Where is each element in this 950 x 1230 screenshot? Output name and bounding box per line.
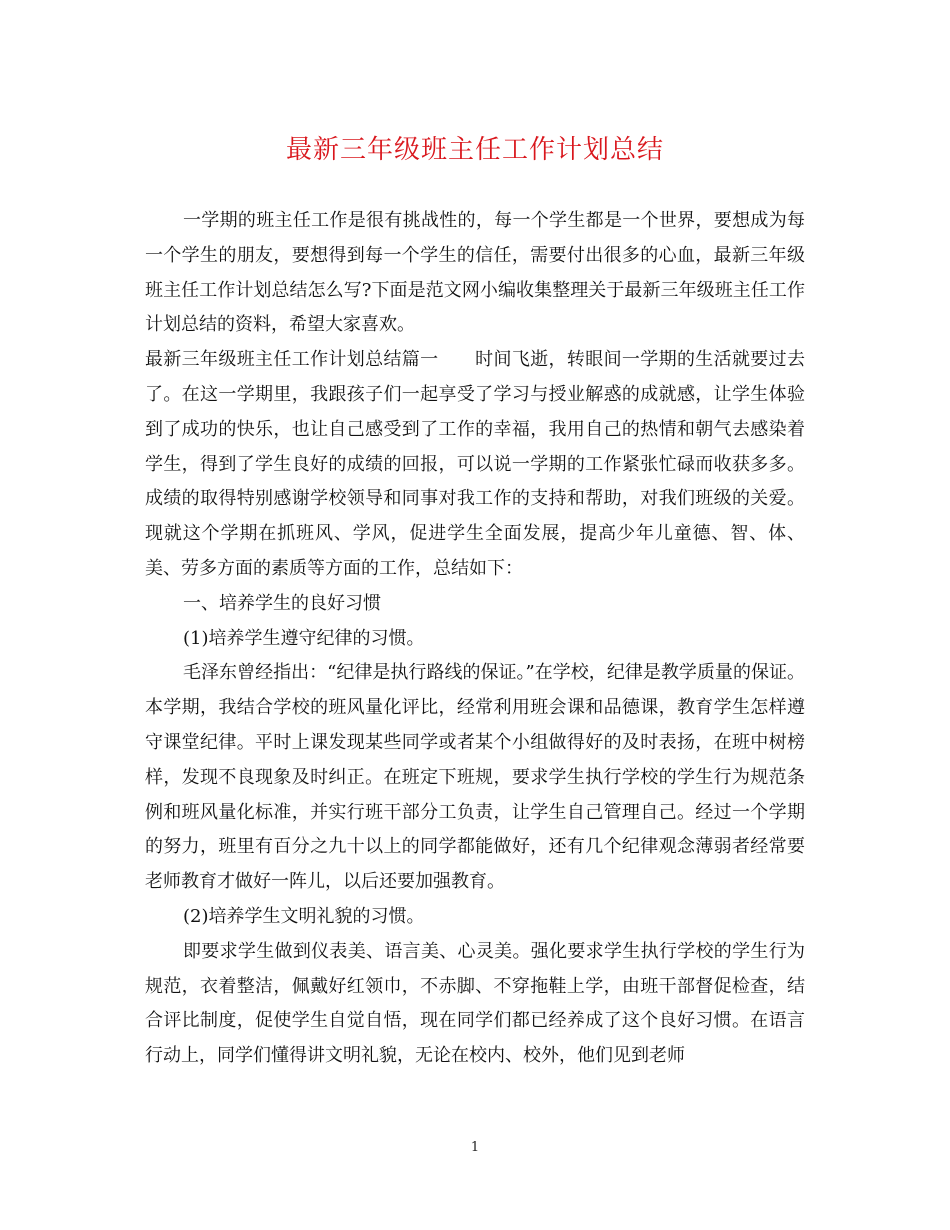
courtesy-paragraph: 即要求学生做到仪表美、语言美、心灵美。强化要求学生执行学校的学生行为规范，衣着整洁，佩戴好红领巾，不赤脚、不穿拖鞋上学，由班干部督促检查，结合评比制度，促使学生自觉自悟，现在同学们都已经养成了这个良好习惯。在语言行动上，同学们懂得讲文明礼貌，无论在校内、校外，他们见到老师 [145, 940, 805, 1067]
page-number: 1 [470, 1140, 480, 1155]
intro-paragraph: 一学期的班主任工作是很有挑战性的，每一个学生都是一个世界，要想成为每一个学生的朋友，要想得到每一个学生的信任，需要付出很多的心血，最新三年级班主任工作计划总结怎么写?下面是范文网小编收集整理关于最新三年级班主任工作计划总结的资料，希望大家喜欢。 [145, 210, 805, 336]
subheading-discipline: (1)培养学生遵守纪律的习惯。 [183, 627, 425, 649]
heading-good-habits: 一、培养学生的良好习惯 [183, 592, 381, 614]
section-one-paragraph: 最新三年级班主任工作计划总结篇一 时间飞逝，转眼间一学期的生活就要过去了。在这一学期里，我跟孩子们一起享受了学习与授业解惑的成就感，让学生体验到了成功的快乐，也让自己感受到了工作的幸福，我用自己的热情和朝气去感染着学生，得到了学生良好的成绩的回报，可以说一学期的工作紧张忙碌而收获多多。成绩的取得特别感谢学校领导和同事对我工作的支持和帮助，对我们班级的关爱。现就这个学期在抓班风、学风，促进学生全面发展，提高少年儿童德、智、体、美、劳多方面的素质等方面的工作，总结如下： [145, 349, 805, 579]
subheading-courtesy: (2)培养学生文明礼貌的习惯。 [183, 905, 425, 927]
discipline-paragraph: 毛泽东曾经指出：“纪律是执行路线的保证。”在学校，纪律是教学质量的保证。本学期，我结合学校的班风量化评比，经常利用班会课和品德课，教育学生怎样遵守课堂纪律。平时上课发现某些同学或者某个小组做得好的及时表扬，在班中树榜样，发现不良现象及时纠正。在班定下班规，要求学生执行学校的学生行为规范条例和班风量化标准，并实行班干部分工负责，让学生自己管理自己。经过一个学期的努力，班里有百分之九十以上的同学都能做好，还有几个纪律观念薄弱者经常要老师教育才做好一阵儿，以后还要加强教育。 [145, 662, 805, 893]
document-title: 最新三年级班主任工作计划总结 [285, 135, 664, 165]
document-body [145, 204, 805, 1074]
